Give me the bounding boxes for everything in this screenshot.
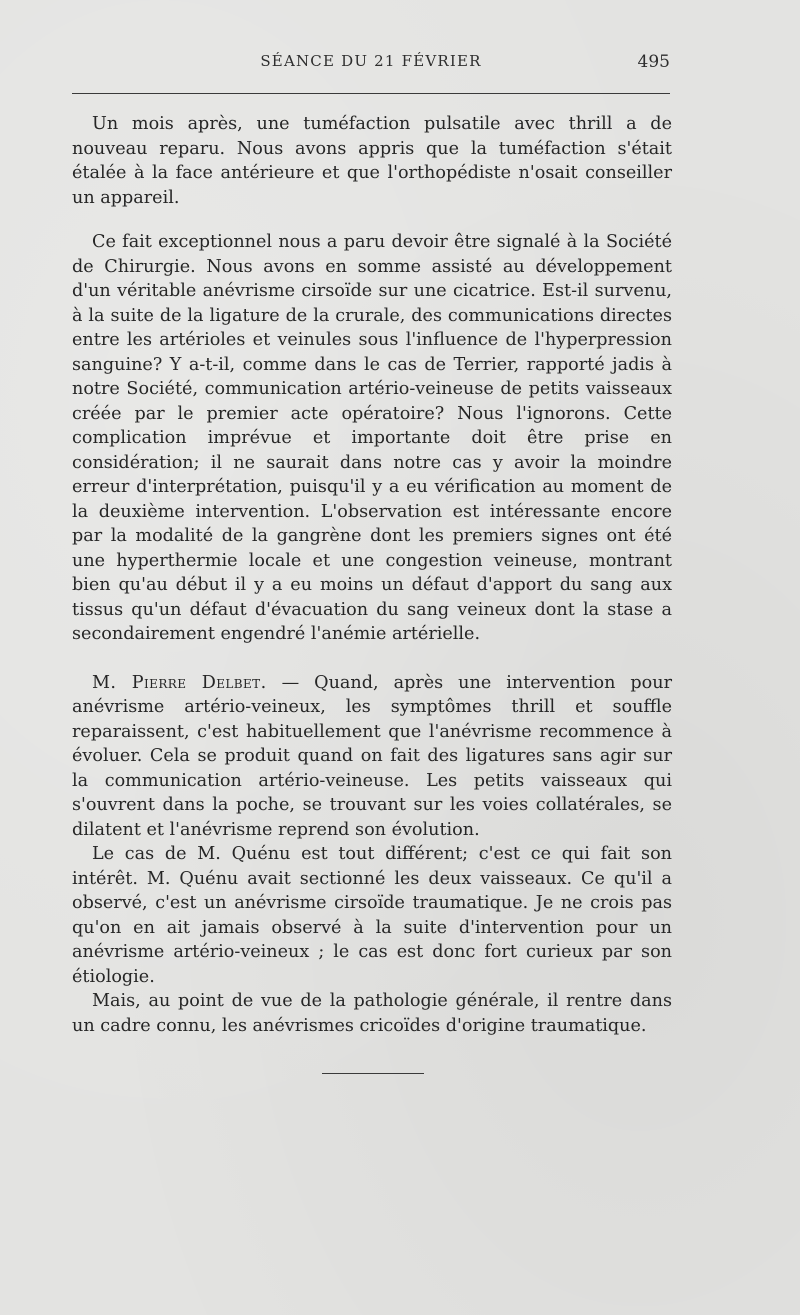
paragraph-3	[72, 671, 672, 843]
page-header	[72, 52, 670, 76]
header-rule	[72, 93, 670, 94]
speaker-name: M. Pierre Delbet.	[92, 672, 267, 693]
body-text	[72, 112, 672, 1038]
paragraph-3-text: — Quand, après une intervention pour anévrisme artério-veineux, les symptômes thrill et souffle reparaissent, c'est habituellement que l'anévrisme recommence à évoluer. Cela se produit quand on fait des ligatures sans agir sur la communication artério-veineuse. Les petits vaisseaux qui s'ouvrent dans la poche, se trouvant sur les voies collatérales, se dilatent et l'anévrisme reprend son évolution.	[72, 672, 672, 840]
paragraph-1: Un mois après, une tuméfaction pulsatile avec thrill a de nouveau reparu. Nous avons appris que la tuméfaction s'était étalée à la face antérieure et que l'orthopédiste n'osait conseiller un appareil.	[72, 114, 672, 208]
end-rule	[322, 1073, 424, 1074]
paragraph-4: Le cas de M. Quénu est tout différent; c'est ce qui fait son intérêt. M. Quénu avait sectionné les deux vaisseaux. Ce qu'il a observé, c'est un anévrisme cirsoïde traumatique. Je ne crois pas qu'on en ait jamais observé à la suite d'intervention pour un anévrisme artério-veineux ; le cas est donc fort curieux par son étiologie.	[72, 844, 672, 987]
page-number: 495	[637, 52, 670, 72]
running-title: SÉANCE DU 21 FÉVRIER	[260, 52, 482, 70]
paragraph-2: Ce fait exceptionnel nous a paru devoir être signalé à la Société de Chirurgie. Nous avons en somme assisté au développement d'un véritable anévrisme cirsoïde sur une cicatrice. Est-il survenu, à la suite de la ligature de la crurale, des communications directes entre les artérioles et veinules sous l'influence de l'hyperpression sanguine? Y a-t-il, comme dans le cas de Terrier, rapporté jadis à notre Société, communication artério-veineuse de petits vaisseaux créée par le premier acte opératoire? Nous l'ignorons. Cette complication imprévue et importante doit être prise en considération; il ne saurait dans notre cas y avoir la moindre erreur d'interprétation, puisqu'il y a eu vérification au moment de la deuxième intervention. L'observation est intéressante encore par la modalité de la gangrène dont les premiers signes ont été une hyperthermie locale et une congestion veineuse, montrant bien qu'au début il y a eu moins un défaut d'apport du sang aux tissus qu'un défaut d'évacuation du sang veineux dont la stase a secondairement engendré l'anémie artérielle.	[72, 232, 672, 644]
paragraph-5: Mais, au point de vue de la pathologie générale, il rentre dans un cadre connu, les anévrismes cricoïdes d'origine traumatique.	[72, 991, 672, 1036]
